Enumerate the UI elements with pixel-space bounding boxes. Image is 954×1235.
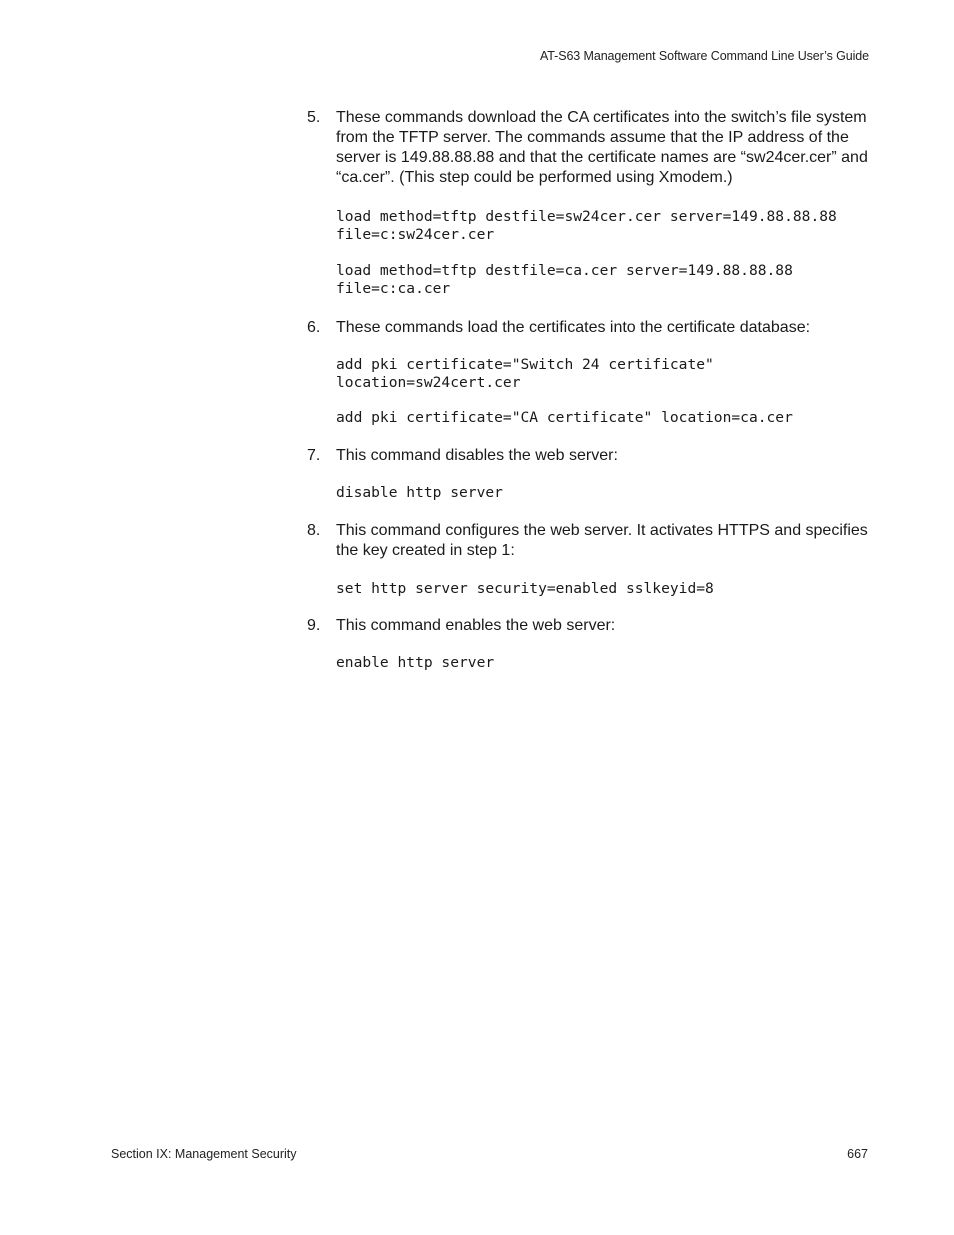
step-number: 9. bbox=[307, 617, 321, 634]
step-7 bbox=[307, 446, 877, 466]
step-number: 7. bbox=[307, 447, 321, 464]
code-block: load method=tftp destfile=ca.cer server=149.88.88.88 file=c:ca.cer bbox=[336, 262, 793, 297]
step-number: 6. bbox=[307, 319, 321, 336]
step-5 bbox=[307, 108, 877, 188]
step-8 bbox=[307, 521, 877, 561]
step-list bbox=[307, 108, 877, 672]
step-number: 8. bbox=[307, 522, 321, 539]
page-number: 667 bbox=[847, 1147, 868, 1161]
step-text: These commands load the certificates into the certificate database: bbox=[336, 319, 811, 336]
step-text: This command enables the web server: bbox=[336, 617, 616, 634]
step-text: These commands download the CA certificates into the switch’s file system from the TFTP server. The commands assume that the IP address of the server is 149.88.88.88 and that the certificate names are “sw24cer.cer” and “ca.cer”. (This step could be performed using Xmodem.) bbox=[336, 109, 868, 186]
footer-section: Section IX: Management Security bbox=[111, 1147, 297, 1161]
code-block: add pki certificate="CA certificate" location=ca.cer bbox=[336, 409, 793, 426]
step-9 bbox=[307, 616, 877, 636]
code-block: enable http server bbox=[336, 654, 495, 671]
step-text: This command disables the web server: bbox=[336, 447, 618, 464]
code-block: add pki certificate="Switch 24 certificate" location=sw24cert.cer bbox=[336, 356, 714, 391]
code-block: load method=tftp destfile=sw24cer.cer server=149.88.88.88 file=c:sw24cer.cer bbox=[336, 208, 837, 243]
step-6 bbox=[307, 318, 877, 338]
code-block: set http server security=enabled sslkeyid=8 bbox=[336, 580, 714, 597]
step-text: This command configures the web server. It activates HTTPS and specifies the key created in step 1: bbox=[336, 522, 868, 559]
step-number: 5. bbox=[307, 109, 321, 126]
code-block: disable http server bbox=[336, 484, 503, 501]
running-header: AT-S63 Management Software Command Line User’s Guide bbox=[540, 49, 869, 63]
